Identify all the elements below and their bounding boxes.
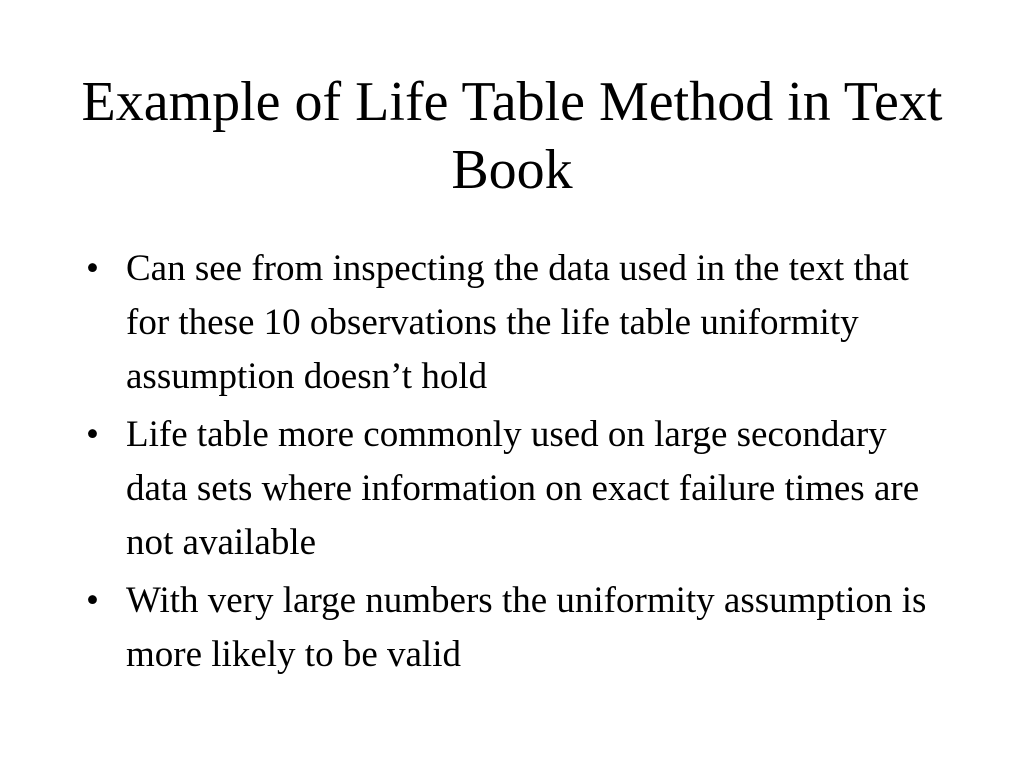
bullet-item-2 bbox=[84, 408, 944, 570]
bullet-icon: • bbox=[86, 248, 99, 289]
bullet-icon: • bbox=[86, 414, 99, 455]
bullet-list bbox=[84, 242, 944, 686]
bullet-item-1 bbox=[84, 242, 944, 404]
bullet-item-3 bbox=[84, 574, 944, 682]
bullet-text: Life table more commonly used on large secondary data sets where information on exact failure times are not available bbox=[126, 414, 920, 563]
bullet-text: Can see from inspecting the data used in the text that for these 10 observations the life table uniformity assumption doesn’t hold bbox=[126, 248, 909, 397]
slide-title: Example of Life Table Method in Text Book bbox=[81, 71, 943, 201]
bullet-text: With very large numbers the uniformity assumption is more likely to be valid bbox=[126, 580, 927, 675]
bullet-icon: • bbox=[86, 580, 99, 621]
